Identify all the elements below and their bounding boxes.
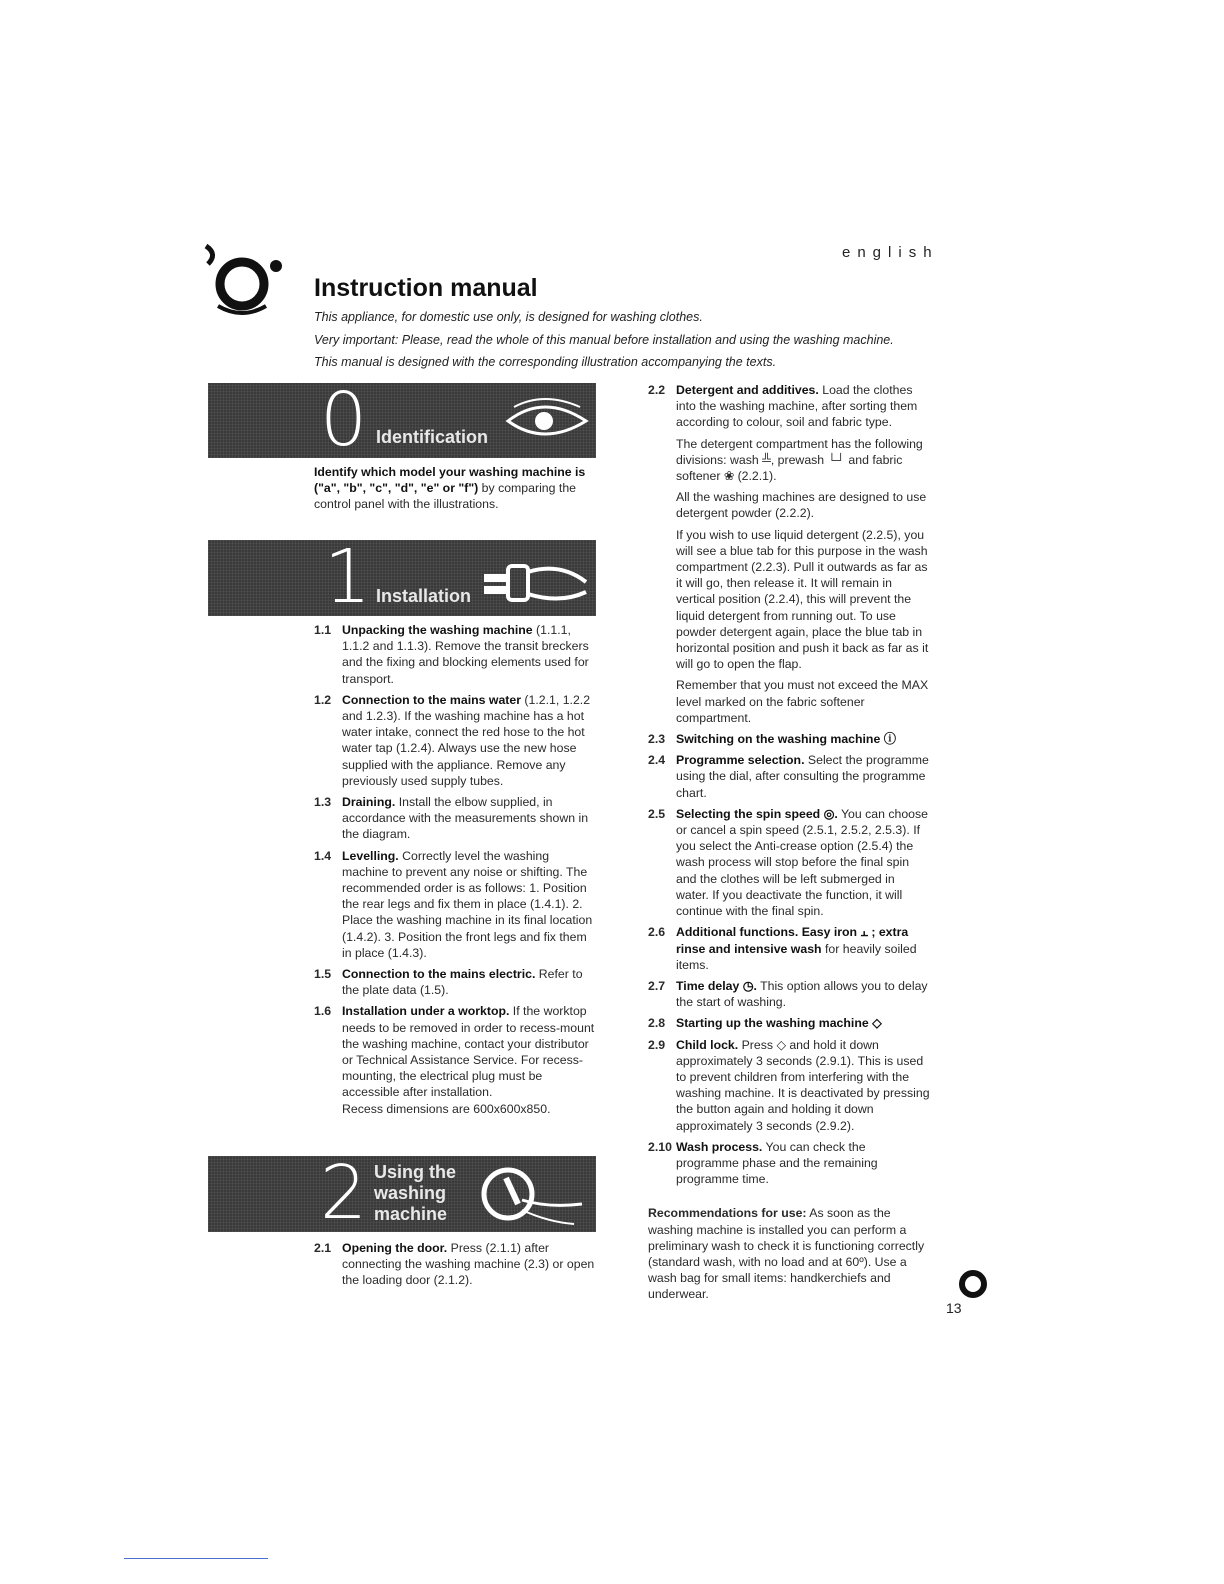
item-paragraph: All the washing machines are designed to use detergent powder (2.2.2). — [676, 490, 927, 521]
item-text: (1.1.1, 1.1.2 and 1.1.3). Remove the transit breckers and the fixing and blocking elements used for transport. — [342, 623, 589, 686]
item-text: (1.2.1, 1.2.2 and 1.2.3). If the washing machine has a hot water intake, connect the red hose to the hot water tap (1.2.4). Always use the new hose supplied with the appliance. Remove any previously used supply tubes. — [342, 692, 591, 788]
item-text: Select the programme using the dial, after consulting the programme chart. — [676, 753, 929, 800]
section-label-line-3: machine — [374, 1204, 448, 1224]
item-title: Time delay ◷. — [676, 978, 757, 993]
identification-text — [314, 464, 598, 513]
brand-logo-icon — [198, 240, 298, 316]
list-item — [648, 924, 930, 973]
item-text: Install the elbow supplied, in accordance with the measurements shown in the diagram. — [342, 795, 589, 842]
section-banner-using — [208, 1156, 596, 1232]
corner-brand-icon — [958, 1268, 988, 1300]
item-number: 2.3 — [648, 732, 666, 747]
list-item — [314, 794, 598, 843]
item-text: for heavily soiled items. — [676, 941, 917, 972]
identification-bold: Identify which model your washing machine is ("a", "b", "c", "d", "e" or "f") — [314, 465, 586, 496]
item-paragraph: The detergent compartment has the following divisions: wash ╩, prewash └┘ and fabric softener ❀ (2.2.1). — [676, 436, 923, 484]
section-banner-identification — [208, 383, 596, 458]
item-title: Detergent and additives. — [676, 383, 819, 397]
list-item — [648, 731, 930, 747]
section-label-line-2: washing — [374, 1183, 447, 1203]
recommendations-text: As soon as the washing machine is installed you can perform a preliminary wash to check it is functioning correctly (standard wash, with no load and at 60º). Use a wash bag for small items: handkerchiefs and underwear. — [648, 1206, 925, 1302]
item-title: Opening the door. — [342, 1241, 448, 1255]
item-number: 2.2 — [648, 383, 666, 397]
eye-icon — [504, 397, 590, 443]
item-number: 1.4 — [314, 848, 332, 863]
using-list — [314, 1240, 598, 1294]
recommendations-title: Recommendations for use: — [648, 1206, 807, 1221]
item-number: 2.6 — [648, 925, 666, 940]
item-title: Connection to the mains electric. — [342, 967, 536, 982]
list-item — [314, 1240, 598, 1289]
right-column — [648, 382, 930, 1308]
item-title: Starting up the washing machine ◇ — [676, 1016, 882, 1031]
item-number: 2.9 — [648, 1037, 666, 1052]
page-number: 13 — [946, 1300, 962, 1316]
intro-line-2: Very important: Please, read the whole of this manual before installation and using the washing machine. — [314, 333, 894, 347]
item-paragraph: If you wish to use liquid detergent (2.2.5), you will see a blue tab for this purpose in the wash compartment (2.2.3). Pull it outwards as far as it will go, then release it. It will remain in vertical position (2.2.4), this will prevent the liquid detergent from running out. To use powder detergent again, place the blue tab in horizontal position and push it back as far as it will go to open the flap. — [676, 527, 929, 672]
list-item — [648, 382, 930, 726]
list-item — [648, 752, 930, 801]
item-title: Unpacking the washing machine — [342, 623, 533, 637]
list-item — [648, 1015, 930, 1031]
item-number: 2.8 — [648, 1016, 666, 1031]
language-label: english — [842, 244, 939, 261]
item-title: Wash process. — [676, 1139, 763, 1154]
list-item — [648, 806, 930, 919]
installation-list — [314, 622, 598, 1122]
section-number: 1 — [324, 540, 372, 616]
recommendations — [648, 1205, 930, 1302]
item-title: Switching on the washing machine ⓘ — [676, 732, 896, 747]
intro-line-1: This appliance, for domestic use only, is designed for washing clothes. — [314, 310, 703, 324]
item-text: Correctly level the washing machine to prevent any noise or shifting. The recommended order is as follows: 1. Position the rear legs and fix them in place (1.4.1). 2. Place the washing machine in its final location (1.4.2). 3. Position the front legs and fix them in place (1.4.3). — [342, 848, 593, 960]
hose-connector-icon — [480, 552, 590, 608]
item-title: Child lock. — [676, 1037, 739, 1052]
item-text: This option allows you to delay the start of washing. — [676, 978, 928, 1010]
item-number: 1.6 — [314, 1004, 332, 1019]
item-number: 1.5 — [314, 967, 332, 982]
item-title: Levelling. — [342, 848, 399, 863]
section-label-line-1: Using the — [374, 1162, 457, 1182]
list-item — [648, 1139, 930, 1188]
item-number: 1.3 — [314, 795, 332, 810]
list-item — [314, 692, 598, 789]
list-item — [648, 1037, 930, 1134]
item-number: 1.1 — [314, 623, 332, 637]
identification-rest: by comparing the control panel with the illustrations. — [314, 481, 576, 512]
list-item — [314, 1003, 598, 1116]
section-number: 2 — [320, 1156, 368, 1232]
item-title: Connection to the mains water — [342, 692, 522, 707]
list-item — [314, 848, 598, 961]
item-text: Press ◇ and hold it down approximately 3 seconds (2.9.1). This is used to prevent children from interfering with the washing machine. It is deactivated by pressing the button again and holding it down approximately 3 seconds (2.9.2). — [676, 1037, 930, 1133]
item-text: Press (2.1.1) after connecting the washing machine (2.3) or open the loading door (2.1.2). — [342, 1241, 595, 1288]
list-item — [314, 966, 598, 998]
item-title: Installation under a worktop. — [342, 1004, 510, 1019]
item-number: 1.2 — [314, 692, 332, 707]
item-title: Selecting the spin speed ◎. — [676, 806, 838, 821]
item-text: If the worktop needs to be removed in order to recess-mount the washing machine, contact your distributor or Technical Assistance Service. For recess-mounting, the electrical plug must be accessible after installation. — [342, 1004, 595, 1100]
intro-line-3: This manual is designed with the corresponding illustration accompanying the texts. — [314, 355, 777, 369]
section-label: Identification — [376, 427, 488, 447]
item-number: 2.10 — [648, 1139, 672, 1154]
item-text: Load the clothes into the washing machine, after sorting them according to colour, soil and fabric type. — [676, 383, 918, 430]
section-label: Installation — [376, 586, 472, 606]
item-text: You can check the programme phase and the remaining programme time. — [676, 1139, 878, 1187]
page-title: Instruction manual — [314, 274, 538, 302]
item-number: 2.4 — [648, 753, 666, 768]
item-title: Draining. — [342, 795, 396, 810]
list-item — [648, 978, 930, 1010]
footer-divider — [124, 1558, 268, 1559]
item-number: 2.5 — [648, 806, 666, 821]
item-text: You can choose or cancel a spin speed (2.5.1, 2.5.2, 2.5.3). If you select the Anti-crease option (2.5.4) the wash process will stop before the final spin and the clothes will be left submerged in water. If you deactivate the function, it will continue with the final spin. — [676, 806, 929, 919]
item-title: Programme selection. — [676, 753, 805, 768]
section-banner-installation — [208, 540, 596, 616]
item-number: 2.7 — [648, 978, 666, 993]
recess-dimensions: Recess dimensions are 600x600x850. — [342, 1101, 551, 1116]
door-handle-icon — [478, 1164, 588, 1226]
item-number: 2.1 — [314, 1241, 332, 1255]
section-number: 0 — [320, 383, 368, 458]
item-title: Additional functions. Easy iron ⫠ ; extra rinse and intensive wash — [676, 925, 909, 956]
list-item — [314, 622, 598, 687]
item-text: Refer to the plate data (1.5). — [342, 967, 583, 998]
item-paragraph: Remember that you must not exceed the MAX level marked on the fabric softener compartment. — [676, 678, 929, 725]
